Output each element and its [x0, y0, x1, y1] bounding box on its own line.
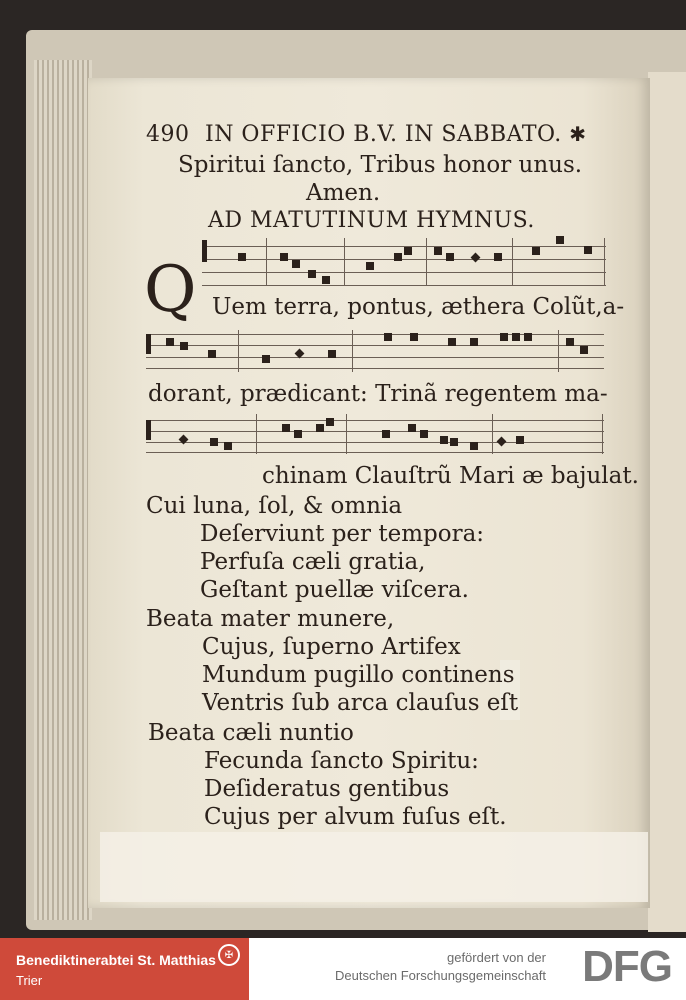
staff-mark [426, 238, 427, 286]
chant-note [434, 247, 442, 255]
funding-organization: Deutschen Forschungsgemeinschaft [334, 968, 546, 983]
staff-mark [202, 259, 606, 260]
chant-note [470, 338, 478, 346]
chant-note [224, 442, 232, 450]
chant-note [326, 418, 334, 426]
text-line: Spiritui ſancto, Tribus honor unus. [178, 152, 583, 178]
chant-note [446, 253, 454, 261]
chant-note [280, 253, 288, 261]
chant-note [316, 424, 324, 432]
running-head-title: IN OFFICIO B.V. IN SABBATO. [205, 122, 562, 147]
chant-note [404, 247, 412, 255]
chant-note [580, 346, 588, 354]
staff-mark [146, 345, 604, 346]
hymn-line: Geſtant puellæ viſcera. [200, 577, 469, 603]
hymn-line: Beata cæli nuntio [148, 720, 354, 746]
chant-note [294, 430, 302, 438]
hymn-line: Cujus, ſuperno Artifex [202, 634, 461, 660]
chant-note [566, 338, 574, 346]
chant-note [366, 262, 374, 270]
funding-note: gefördert von der [446, 950, 546, 965]
staff-mark [512, 238, 513, 286]
staff-mark [146, 334, 151, 354]
drop-cap-initial: Q [144, 253, 197, 327]
staff-mark [146, 431, 604, 432]
institution-city: Trier [16, 973, 43, 988]
chant-note [440, 436, 448, 444]
chant-note [292, 260, 300, 268]
staff-mark [146, 452, 604, 453]
chant-note [410, 333, 418, 341]
hymn-line: Deſideratus gentibus [204, 776, 450, 802]
chant-note [532, 247, 540, 255]
chant-note [470, 442, 478, 450]
institution-name: Benediktinerabtei St. Matthias [16, 952, 216, 968]
staff-mark [238, 330, 239, 372]
staff-mark [256, 414, 257, 454]
hymn-line: Deſerviunt per tempora: [200, 521, 485, 547]
chant-note [584, 246, 592, 254]
paper-repair [100, 832, 648, 902]
staff-mark [202, 285, 606, 286]
hymn-line: Perfuſa cæli gratia, [200, 549, 426, 575]
chant-note [382, 430, 390, 438]
dfg-logo[interactable]: DFG [582, 942, 672, 991]
hymn-line: Beata mater munere, [146, 606, 395, 632]
staff-mark [266, 238, 267, 286]
staff-mark [146, 334, 604, 335]
chant-note [450, 438, 458, 446]
hymn-line: Mundum pugillo continens [202, 662, 515, 688]
staff-mark [346, 414, 347, 454]
staff-mark [352, 330, 353, 372]
staff-mark [202, 272, 606, 273]
music-staff [146, 414, 604, 454]
staff-mark [202, 240, 207, 262]
staff-mark [604, 238, 605, 286]
page-edges [34, 60, 92, 920]
institution-badge[interactable] [0, 938, 249, 1000]
chant-note [516, 436, 524, 444]
chant-note [180, 342, 188, 350]
chant-note [394, 253, 402, 261]
chant-note [408, 424, 416, 432]
chant-note [166, 338, 174, 346]
chant-note [448, 338, 456, 346]
chant-note [556, 236, 564, 244]
hymn-line: Ventris ſub arca clauſus eſt [202, 690, 519, 716]
chant-text-line: Uem terra, pontus, æthera Colũt,a- [212, 294, 625, 320]
chant-note [208, 350, 216, 358]
section-title: AD MATUTINUM HYMNUS. [208, 208, 535, 233]
chant-note [420, 430, 428, 438]
staff-mark [146, 420, 604, 421]
chant-text-line: chinam Clauſtrũ Mari æ bajulat. [262, 463, 639, 489]
chant-note [308, 270, 316, 278]
staff-mark [602, 414, 603, 454]
staff-mark [146, 420, 151, 440]
chant-note [384, 333, 392, 341]
chant-note [494, 253, 502, 261]
staff-mark [558, 330, 559, 372]
hymn-line: Cui luna, ſol, & omnia [146, 493, 403, 519]
asterisk-icon: ✱ [569, 122, 587, 146]
facing-page-edge [648, 72, 686, 932]
hymn-line: Cujus per alvum fuſus eſt. [204, 804, 507, 830]
text-line: Amen. [306, 180, 381, 206]
chant-note [282, 424, 290, 432]
chant-note [512, 333, 520, 341]
chant-note [500, 333, 508, 341]
chant-text-line: dorant, prædicant: Trinã regentem ma- [148, 381, 608, 407]
hymn-line: Fecunda ſancto Spiritu: [204, 748, 479, 774]
chant-note [524, 333, 532, 341]
running-head [146, 122, 587, 147]
chant-note [210, 438, 218, 446]
chant-note [322, 276, 330, 284]
page-number: 490 [146, 122, 190, 147]
abbey-logo-icon: ✠ [218, 944, 240, 966]
chant-note [328, 350, 336, 358]
music-staff [202, 238, 606, 286]
staff-mark [344, 238, 345, 286]
chant-note [262, 355, 270, 363]
staff-mark [492, 414, 493, 454]
staff-mark [146, 368, 604, 369]
footer-bar [0, 938, 686, 1000]
chant-note [238, 253, 246, 261]
